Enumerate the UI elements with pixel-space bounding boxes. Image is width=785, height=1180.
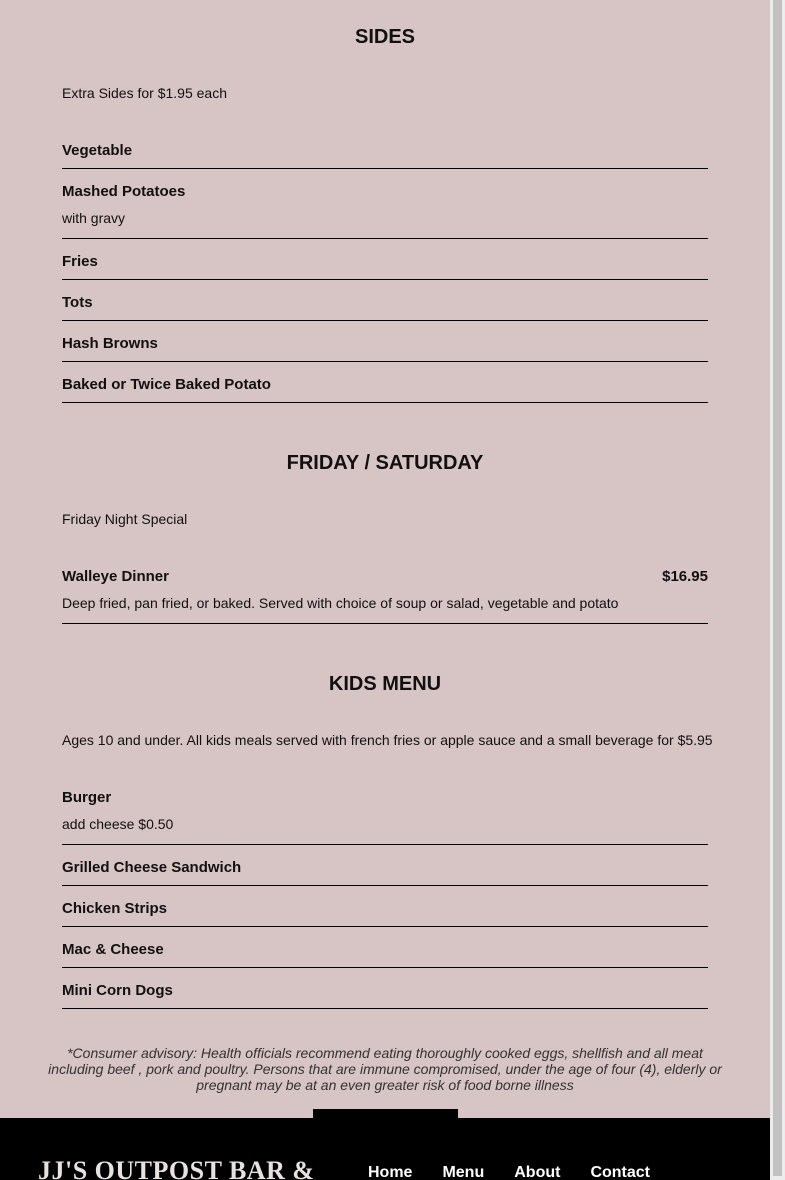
menu-item — [62, 294, 708, 321]
sides-intro: Extra Sides for $1.95 each — [62, 85, 227, 101]
kids-intro: Ages 10 and under. All kids meals served with french fries or apple sauce and a small beverage for $5.95 — [62, 732, 713, 748]
menu-item — [62, 568, 708, 624]
item-name: Baked or Twice Baked Potato — [62, 376, 271, 393]
nav-link-contact[interactable]: Contact — [590, 1164, 650, 1180]
item-price: $16.95 — [662, 568, 708, 585]
item-name: Mashed Potatoes — [62, 183, 186, 200]
item-name: Burger — [62, 789, 112, 806]
friday-intro: Friday Night Special — [62, 511, 188, 527]
item-name: Hash Browns — [62, 335, 158, 352]
kids-heading: KIDS MENU — [328, 673, 442, 695]
item-description: with gravy — [62, 210, 126, 226]
scrollbar-thumb[interactable] — [773, 0, 782, 1176]
item-name: Vegetable — [62, 142, 133, 159]
consumer-advisory: *Consumer advisory: Health officials recommend eating thoroughly cooked eggs, shellfish and all meat including beef , pork and poultry. Persons that are immune compromised, under the age of four (4), elderly or pregnant may be at an even greater risk of food borne illness — [48, 1045, 722, 1093]
sides-heading: SIDES — [354, 26, 416, 48]
site-footer — [0, 1118, 770, 1180]
vertical-scrollbar[interactable] — [770, 0, 785, 1180]
nav-link-home[interactable]: Home — [368, 1164, 413, 1180]
menu-item — [62, 900, 708, 927]
menu-item — [62, 789, 708, 845]
nav-link-menu[interactable]: Menu — [442, 1164, 485, 1180]
item-description: add cheese $0.50 — [62, 816, 174, 832]
item-description: Deep fried, pan fried, or baked. Served with choice of soup or salad, vegetable and potato — [62, 595, 619, 611]
item-name: Chicken Strips — [62, 900, 168, 917]
footer-brand[interactable]: JJ'S OUTPOST BAR & — [38, 1156, 315, 1180]
menu-item — [62, 376, 708, 403]
menu-item — [62, 859, 708, 886]
item-name: Mac & Cheese — [62, 941, 164, 958]
menu-item — [62, 183, 708, 239]
menu-item — [62, 142, 708, 169]
item-name: Tots — [62, 294, 93, 311]
menu-item — [62, 982, 708, 1009]
menu-item — [62, 335, 708, 362]
item-name: Walleye Dinner — [62, 568, 169, 585]
item-name: Fries — [62, 253, 98, 270]
menu-item — [62, 253, 708, 280]
item-name: Grilled Cheese Sandwich — [62, 859, 242, 876]
menu-item — [62, 941, 708, 968]
nav-link-about[interactable]: About — [514, 1164, 561, 1180]
footer-nav — [368, 1164, 650, 1180]
item-name: Mini Corn Dogs — [62, 982, 173, 999]
friday-heading: FRIDAY / SATURDAY — [286, 452, 484, 474]
